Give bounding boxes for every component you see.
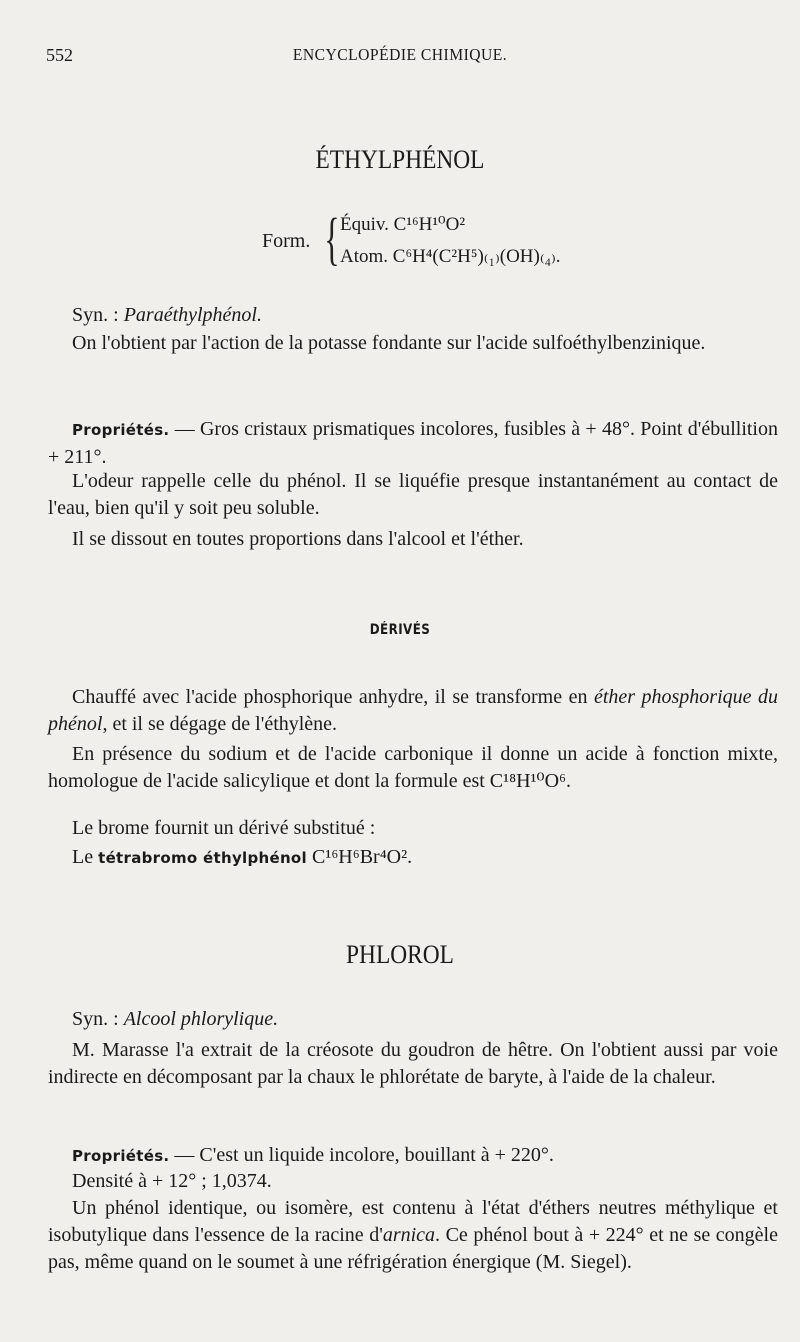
p4-formula: C¹⁶H⁶Br⁴O². <box>306 846 413 868</box>
derives-heading: DÉRIVÉS <box>369 622 431 638</box>
p4-bold: tétrabromo éthylphénol <box>98 849 307 867</box>
syn-prefix-phlorol: Syn. : <box>72 1008 124 1030</box>
derives-paragraph-2: En présence du sodium et de l'acide carbonique il donne un acide à fonction mixte, homologue de l'acide salicylique et dont la formule est C¹⁸H¹⁰O⁶. <box>48 743 778 792</box>
isomere-paragraph <box>48 1195 778 1276</box>
page-number: 552 <box>46 45 73 65</box>
formula-atom: Atom. C⁶H⁴(C²H⁵)₍₁₎(OH)₍₄₎. <box>340 246 561 267</box>
formula-brace: { <box>324 206 340 271</box>
phlorol-properties-text: — C'est un liquide incolore, bouillant à + 220°. <box>169 1144 554 1166</box>
isomere-italic: arnica <box>382 1224 436 1246</box>
odeur-paragraph: L'odeur rappelle celle du phénol. Il se liquéfie presque instantanément au contact de l'eau, bien qu'il y soit peu soluble. <box>48 470 778 519</box>
derives-paragraph-4 <box>48 844 778 872</box>
properties-paragraph <box>48 416 778 471</box>
properties-label: Propriétés. <box>72 421 170 439</box>
syn-name: Paraéthylphénol. <box>123 304 262 326</box>
formula-label: Form. <box>262 230 311 252</box>
p1-start: Chauffé avec l'acide phosphorique anhydre, il se transforme en <box>72 686 594 708</box>
syn-prefix: Syn. : <box>72 304 124 326</box>
densite-paragraph: Densité à + 12° ; 1,0374. <box>72 1170 272 1192</box>
section-title-phlorol: PHLOROL <box>346 940 454 969</box>
isomere-end: . Ce phénol bout à + 224° et ne se congèle pas, même quand on le soumet à une réfrigération énergique (M. Siegel). <box>48 1224 778 1273</box>
phlorol-properties-paragraph <box>48 1142 778 1170</box>
isomere-start: Un phénol identique, ou isomère, est contenu à l'état d'éthers neutres méthylique et isobutylique dans l'essence de la racine d' <box>48 1197 778 1246</box>
phlorol-properties-label: Propriétés. <box>72 1147 170 1165</box>
p1-end: , et il se dégage de l'éthylène. <box>102 713 338 735</box>
p4-prefix: Le <box>72 846 99 868</box>
obtention-paragraph: On l'obtient par l'action de la potasse fondante sur l'acide sulfoéthylbenzinique. <box>72 332 706 354</box>
properties-text: — Gros cristaux prismatiques incolores, fusibles à + 48°. Point d'ébullition + 211°. <box>48 418 778 468</box>
section-title-ethylphenol: ÉTHYLPHÉNOL <box>315 145 485 174</box>
marasse-paragraph: M. Marasse l'a extrait de la créosote du goudron de hêtre. On l'obtient aussi par voie indirecte en décomposant par la chaux le phlorétate de baryte, à l'aide de la chaleur. <box>48 1039 778 1088</box>
derives-paragraph-1 <box>48 684 778 738</box>
dissout-paragraph: Il se dissout en toutes proportions dans l'alcool et l'éther. <box>72 528 524 550</box>
p1-italic: éther phosphorique du phénol <box>48 686 778 735</box>
synonym-ethylphenol <box>48 302 778 329</box>
formula-equiv: Équiv. C¹⁶H¹⁰O² <box>340 214 466 235</box>
syn-name-phlorol: Alcool phlorylique. <box>123 1008 279 1030</box>
derives-paragraph-3: Le brome fournit un dérivé substitué : <box>72 817 376 839</box>
running-title: ENCYCLOPÉDIE CHIMIQUE. <box>292 45 508 64</box>
synonym-phlorol <box>48 1006 778 1033</box>
